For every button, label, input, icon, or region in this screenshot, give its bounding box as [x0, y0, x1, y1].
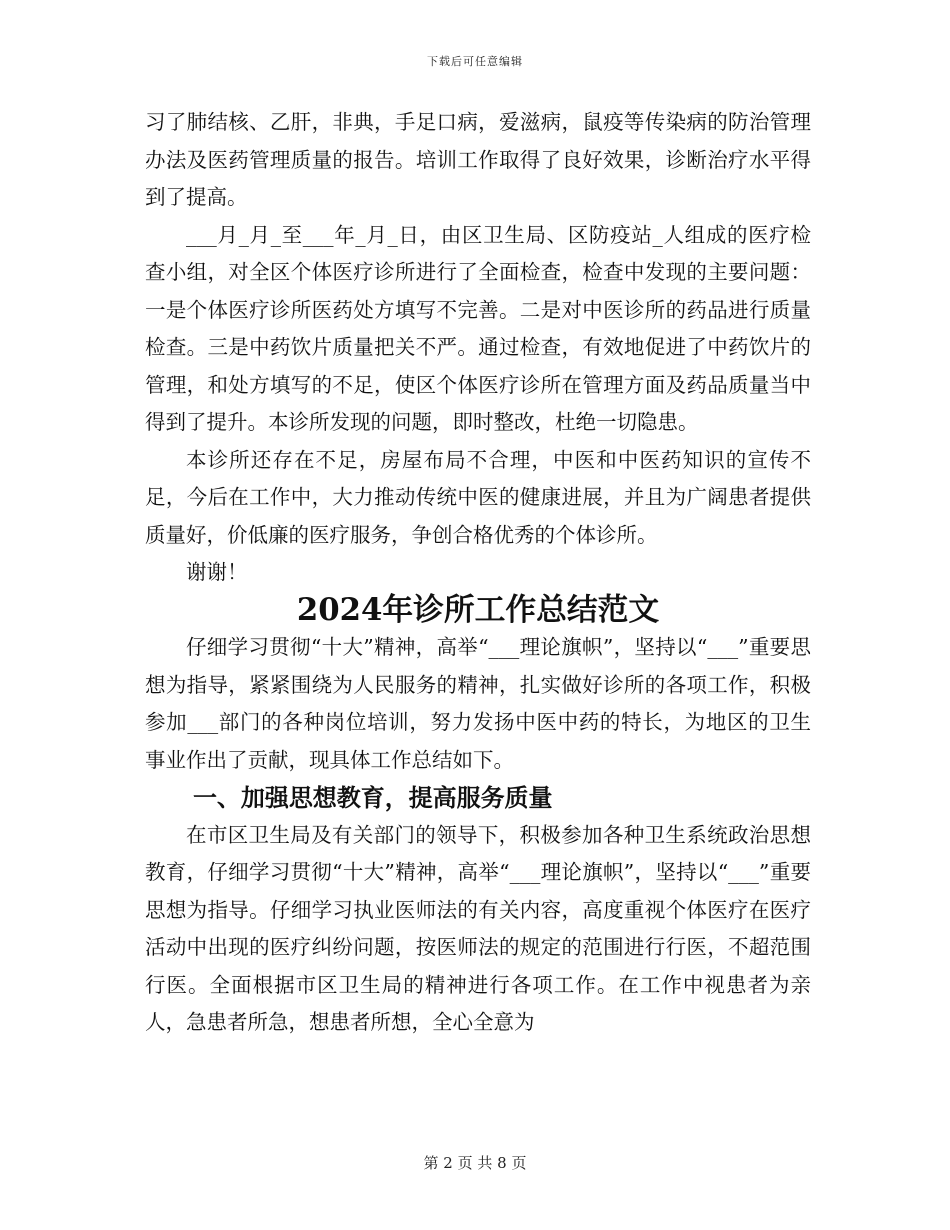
paragraph-continuation: 习了肺结核、乙肝，非典，手足口病，爱滋病，鼠疫等传染病的防治管理办法及医药管理质量的报告。培训工作取得了良好效果，诊断治疗水平得到了提高。 — [145, 110, 811, 209]
section-heading-1: 一、加强思想教育，提高服务质量 — [192, 783, 553, 812]
paragraph-shortcomings: 本诊所还存在不足，房屋布局不合理，中医和中医药知识的宣传不足，今后在工作中，大力推动传统中医的健康进展，并且为广阔患者提供质量好，价低廉的医疗服务，争创合格优秀的个体诊所。 — [145, 447, 811, 547]
page-header-note: 下载后可任意编辑 — [427, 55, 523, 68]
paragraph-section-1: 在市区卫生局及有关部门的领导下，积极参加各种卫生系统政治思想教育，仔细学习贯彻“十大”精神，高举“___理论旗帜”，坚持以“___”重要思想为指导。仔细学习执业医师法的有关内容，高度重视个体医疗在医疗活动中出现的医疗纠纷问题，按医师法的规定的范围进行行医，不超范围行医。全面根据市区卫生局的精神进行各项工作。在工作中视患者为亲人，急患者所急，想患者所想，全心全意为 — [145, 822, 811, 1034]
paragraph-thanks: 谢谢！ — [186, 560, 248, 584]
paragraph-inspection: ___月_月_至___年_月_日，由区卫生局、区防疫站_人组成的医疗检查小组，对全区个体医疗诊所进行了全面检查，检查中发现的主要问题：一是个体医疗诊所医药处方填写不完善。二是对中医诊所的药品进行质量检查。三是中药饮片质量把关不严。通过检查，有效地促进了中药饮片的管理，和处方填写的不足，使区个体医疗诊所在管理方面及药品质量当中得到了提升。本诊所发现的问题，即时整改，杜绝一切隐患。 — [145, 222, 811, 434]
document-body — [145, 104, 811, 1042]
page-number: 第 2 页 共 8 页 — [423, 1154, 527, 1172]
paragraph-intro: 仔细学习贯彻“十大”精神，高举“___理论旗帜”，坚持以“___”重要思想为指导，紧紧围绕为人民服务的精神，扎实做好诊所的各项工作，积极参加___部门的各种岗位培训，努力发扬中医中药的特长，为地区的卫生事业作出了贡献，现具体工作总结如下。 — [145, 635, 811, 772]
document-title: 2024年诊所工作总结范文 — [296, 591, 660, 628]
